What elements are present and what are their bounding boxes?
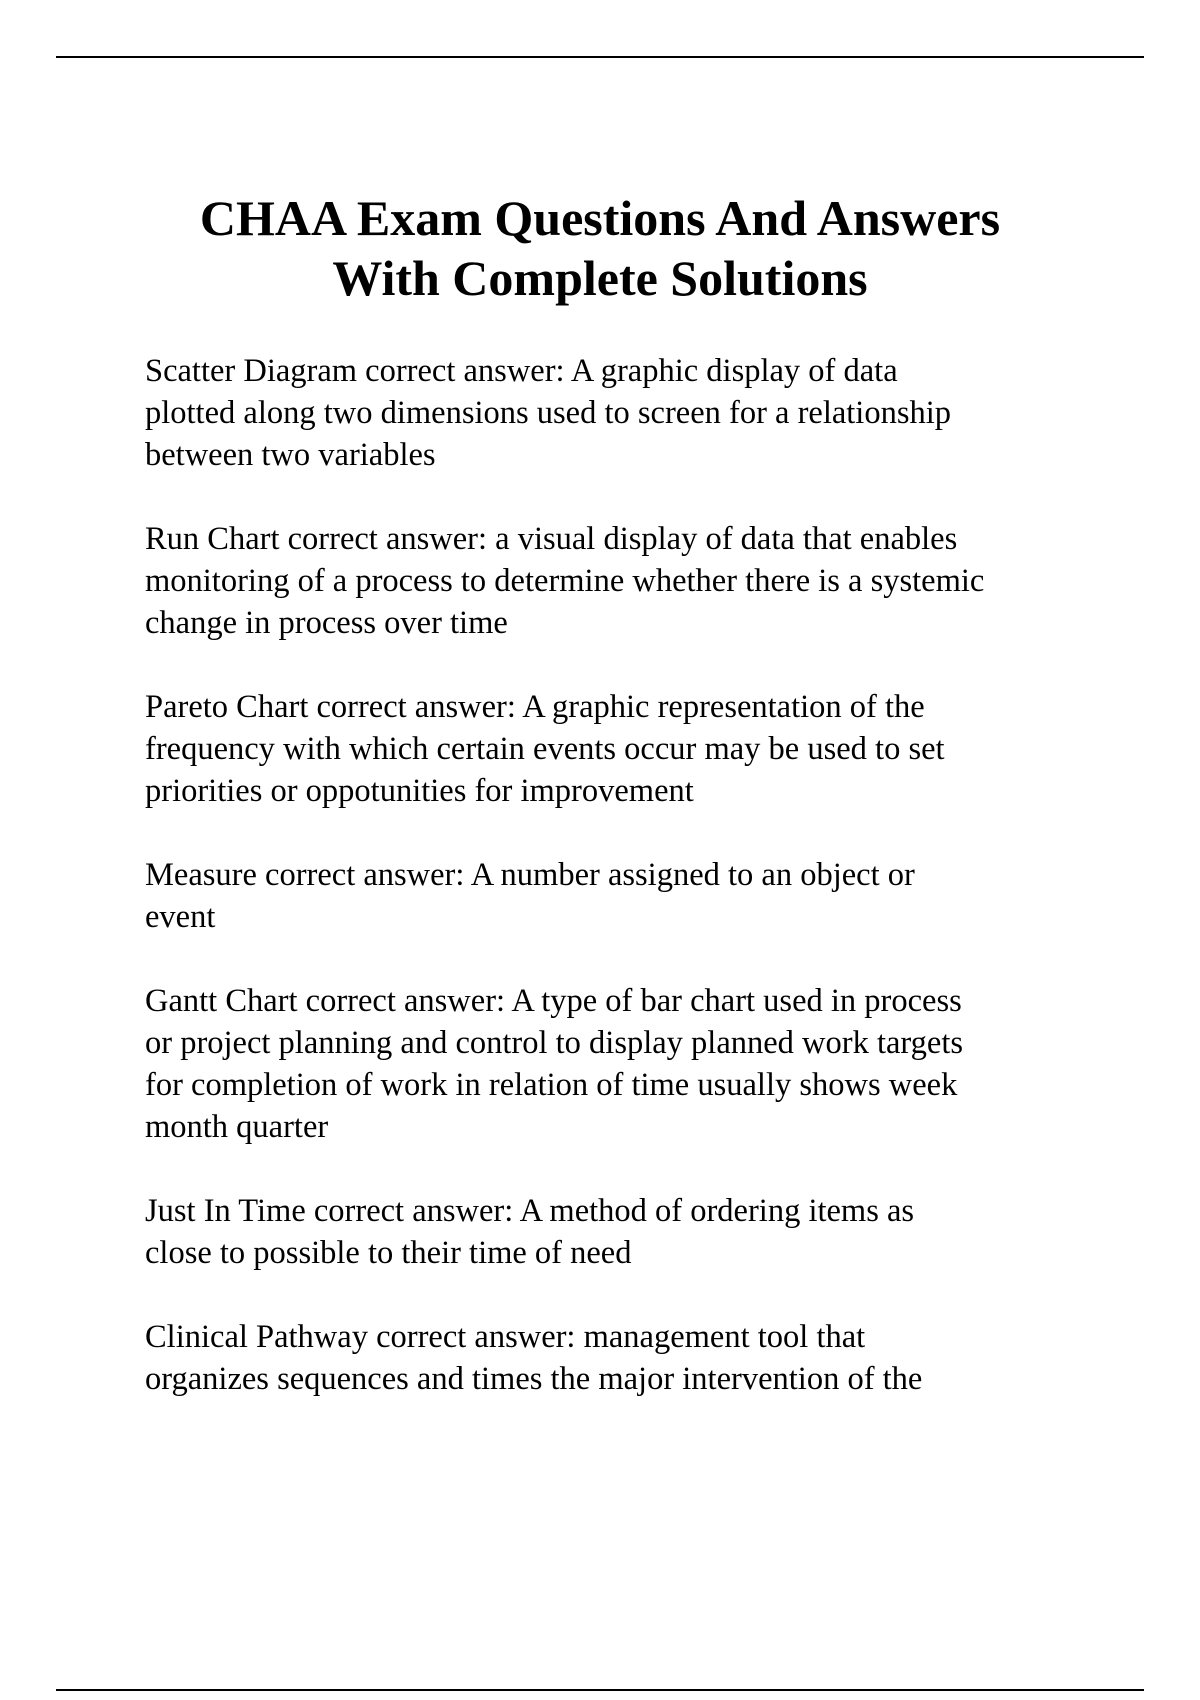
entry-line: Clinical Pathway correct answer: management tool that: [145, 1319, 866, 1355]
entry-line: priorities or oppotunities for improvement: [145, 773, 694, 809]
entry-line: Measure correct answer: A number assigned to an object or: [145, 857, 915, 893]
entry-measure: [145, 854, 1145, 938]
entry-line: Run Chart correct answer: a visual display of data that enables: [145, 521, 958, 557]
entry-scatter-diagram: [145, 350, 1145, 476]
top-rule: [56, 56, 1144, 58]
entry-just-in-time: [145, 1190, 1145, 1274]
qa-entries: [145, 350, 1145, 1442]
document-title: [100, 188, 1100, 308]
entry-pareto-chart: [145, 686, 1145, 812]
title-line-2: With Complete Solutions: [332, 250, 868, 306]
entry-line: for completion of work in relation of time usually shows week: [145, 1067, 958, 1103]
entry-line: frequency with which certain events occur may be used to set: [145, 731, 945, 767]
entry-line: or project planning and control to display planned work targets: [145, 1025, 964, 1061]
bottom-rule: [56, 1689, 1144, 1691]
entry-line: change in process over time: [145, 605, 508, 641]
entry-gantt-chart: [145, 980, 1145, 1148]
entry-line: between two variables: [145, 437, 436, 473]
title-line-1: CHAA Exam Questions And Answers: [199, 190, 1001, 246]
entry-line: month quarter: [145, 1109, 329, 1145]
entry-line: event: [145, 899, 216, 935]
entry-line: organizes sequences and times the major intervention of the: [145, 1361, 923, 1397]
entry-line: Just In Time correct answer: A method of ordering items as: [145, 1193, 915, 1229]
entry-line: Pareto Chart correct answer: A graphic representation of the: [145, 689, 925, 725]
entry-clinical-pathway: [145, 1316, 1145, 1400]
entry-line: monitoring of a process to determine whether there is a systemic: [145, 563, 985, 599]
entry-line: close to possible to their time of need: [145, 1235, 632, 1271]
entry-run-chart: [145, 518, 1145, 644]
entry-line: Scatter Diagram correct answer: A graphic display of data: [145, 353, 898, 389]
entry-line: Gantt Chart correct answer: A type of bar chart used in process: [145, 983, 962, 1019]
entry-line: plotted along two dimensions used to screen for a relationship: [145, 395, 952, 431]
